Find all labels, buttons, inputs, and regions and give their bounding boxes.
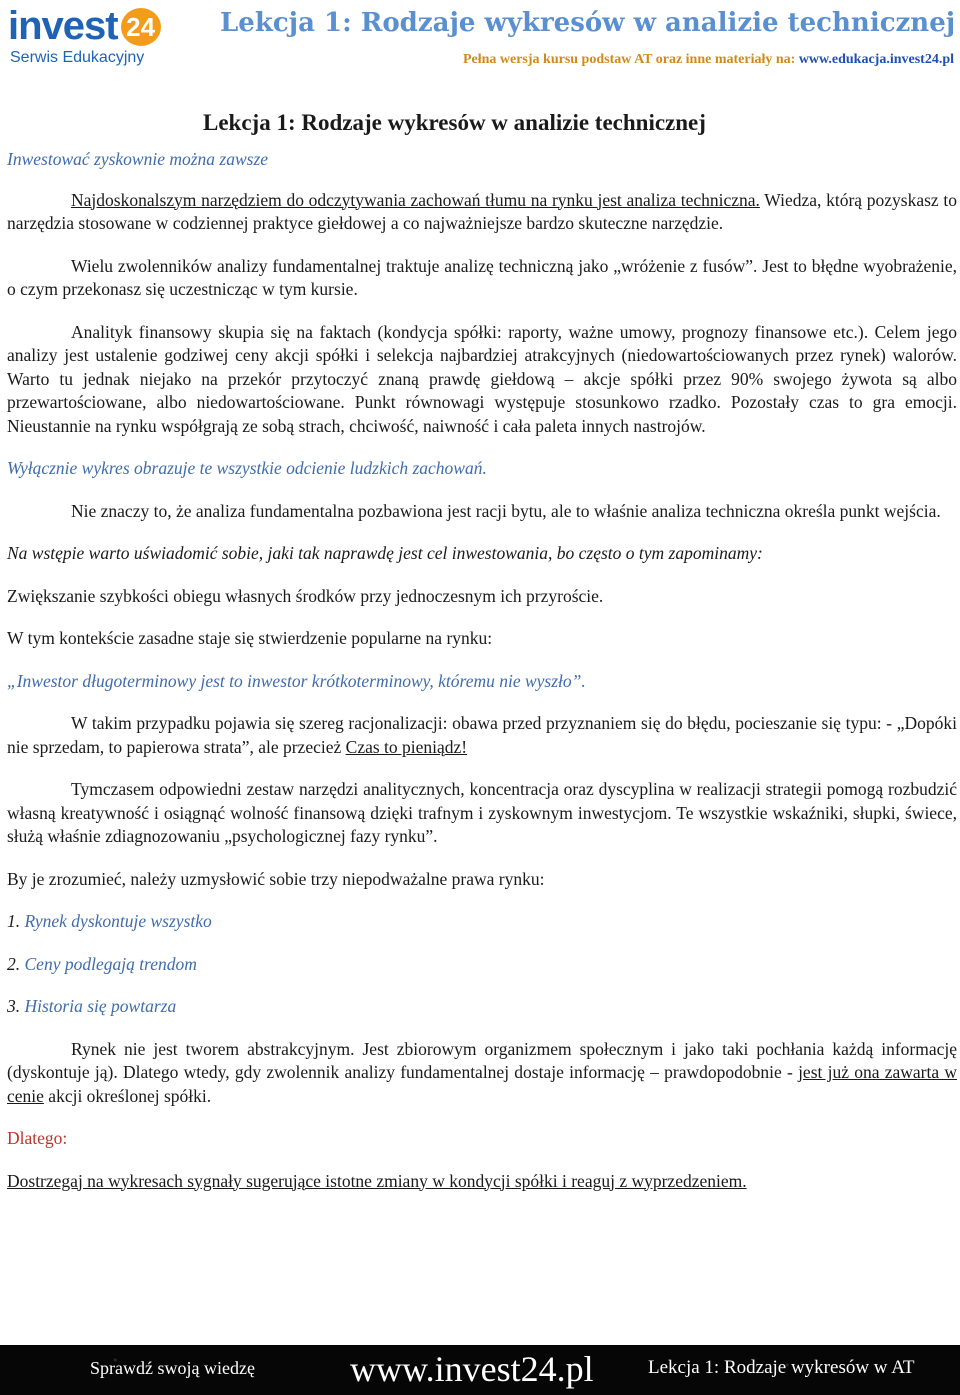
invest24-logo[interactable] — [8, 6, 208, 68]
law-number: 1. — [7, 911, 25, 931]
logo-wordmark: invest — [8, 4, 118, 48]
footer-lesson-title: Lekcja 1: Rodzaje wykresów w AT — [648, 1357, 915, 1378]
market-text-end: akcji określonej spółki. — [43, 1085, 212, 1106]
paragraph-rationalization — [7, 712, 957, 759]
law-number: 2. — [7, 953, 25, 974]
header-subline — [463, 52, 954, 68]
rationalization-text: W takim przypadku pojawia się szereg racjonalizacji: obawa przed przyznaniem się do błędu, pocieszanie się typu: - „Dopóki nie sprzedam, to papierowa strata”, ale przecież — [7, 713, 957, 757]
market-text: Rynek nie jest tworem abstrakcyjnym. Jest zbiorowym organizmem społecznym i jako taki pochłania każdą informację (dyskontuje ją). Dlatego wtedy, gdy zwolennik analizy fundamentalnej dostaje informację – prawdopodobnie - — [7, 1038, 957, 1082]
paragraph-goal: Zwiększanie szybkości obiegu własnych środków przy jednoczesnym ich przyroście. — [7, 585, 604, 606]
time-is-money: Czas to pieniądz! — [345, 736, 468, 757]
logo-subtitle: Serwis Edukacyjny — [10, 49, 145, 66]
edukacja-link[interactable]: www.edukacja.invest24.pl — [798, 52, 954, 67]
paragraph-chart-shows: Wyłącznie wykres obrazuje te wszystkie odcienie ludzkich zachowań. — [7, 458, 487, 478]
law-number: 3. — [7, 996, 25, 1016]
paragraph-fundamental: Wielu zwolenników analizy fundamentalnej traktuje analizę techniczną jako „wróżenie z fusów”. Jest to błędne wyobrażenie, o czym przekonasz się uczestnicząc w tym kursie. — [7, 255, 957, 299]
footer-site-url[interactable]: www.invest24.pl — [350, 1349, 594, 1389]
final-advice: Dostrzegaj na wykresach sygnały sugerujące istotne zmiany w kondycji spółki i reaguj z wyprzedzeniem. — [7, 1170, 747, 1191]
paragraph-entry-point: Nie znaczy to, że analiza fundamentalna pozbawiona jest racji bytu, ale to właśnie analiza techniczna określa punkt wejścia. — [71, 500, 941, 521]
logo-badge: 24 — [121, 8, 161, 46]
page-footer — [0, 1345, 960, 1395]
paragraph-context: W tym kontekście zasadne staje się stwierdzenie popularne na rynku: — [7, 628, 493, 648]
motto: Inwestować zyskownie można zawsze — [7, 149, 269, 169]
page-header — [0, 0, 960, 75]
document-body — [7, 108, 957, 1193]
paragraph-tools: Tymczasem odpowiedni zestaw narzędzi analitycznych, koncentracja oraz dyscyplina w realizacji strategii pomogą rozbudzić własną kreatywność i osiągnąć wolność finansową dzięki trafnym i zyskownym inwestycjom. Te wszystkie wskaźniki, słupki, świece, służą właśnie zdiagnozowaniu „psychologicznej fazy rynku”. — [7, 779, 957, 846]
law-item-2 — [7, 953, 957, 977]
therefore-label: Dlatego: — [7, 1128, 68, 1148]
paragraph-goal-intro: Na wstępie warto uświadomić sobie, jaki tak naprawdę jest cel inwestowania, bo często o tym zapominamy: — [7, 543, 763, 563]
footer-check-knowledge[interactable]: Sprawdź swoją wiedzę — [90, 1358, 255, 1378]
law-text: Ceny podlegają trendom — [24, 953, 197, 974]
paragraph-laws-intro: By je zrozumieć, należy uzmysłowić sobie trzy niepodważalne prawa rynku: — [7, 868, 545, 889]
paragraph-intro — [7, 189, 957, 236]
law-item-3 — [7, 995, 957, 1019]
intro-underlined: Najdoskonalszym narzędziem do odczytywania zachowań tłumu na rynku jest analiza techniczna. — [71, 189, 760, 210]
quote-investor: „Inwestor długoterminowy jest to inwestor krótkoterminowy, któremu nie wyszło”. — [7, 670, 586, 691]
paragraph-market — [7, 1038, 957, 1109]
paragraph-analyst: Analityk finansowy skupia się na faktach (kondycja spółki: raporty, ważne umowy, prognozy finansowe etc.). Celem jego analizy jest ustalenie godziwej ceny akcji spółki i selekcja najbardziej atrakcyjnych (niedowartościowanych przez rynek) walorów. Warto tu jednak niejako na przekór przytoczyć znaną prawdę giełdową – akcje spółki przez 90% swojego żywota są albo przewartościowane, albo niedowartościowane. Punkt równowagi występuje stosunkowo rzadko. Pozostały czas to gra emocji. Nieustannie na rynku współgrają ze sobą strach, chciwość, naiwność i cała paleta innych nastrojów. — [7, 321, 957, 436]
document-title: Lekcja 1: Rodzaje wykresów w analizie technicznej — [203, 110, 706, 135]
intro-rest: Wiedza, którą pozyskasz to narzędzia stosowane w codziennej praktyce giełdowej a co najważniejsze bardzo skuteczne narzędzie. — [7, 189, 957, 233]
law-text: Historia się powtarza — [24, 996, 177, 1016]
header-sub-label: Pełna wersja kursu podstaw AT oraz inne materiały na: — [462, 52, 799, 67]
header-title: Lekcja 1: Rodzaje wykresów w analizie technicznej — [220, 8, 956, 38]
in-price-underlined: jest już ona zawarta w cenie — [7, 1062, 958, 1106]
law-text: Rynek dyskontuje wszystko — [24, 911, 212, 931]
law-item-1 — [7, 910, 957, 934]
